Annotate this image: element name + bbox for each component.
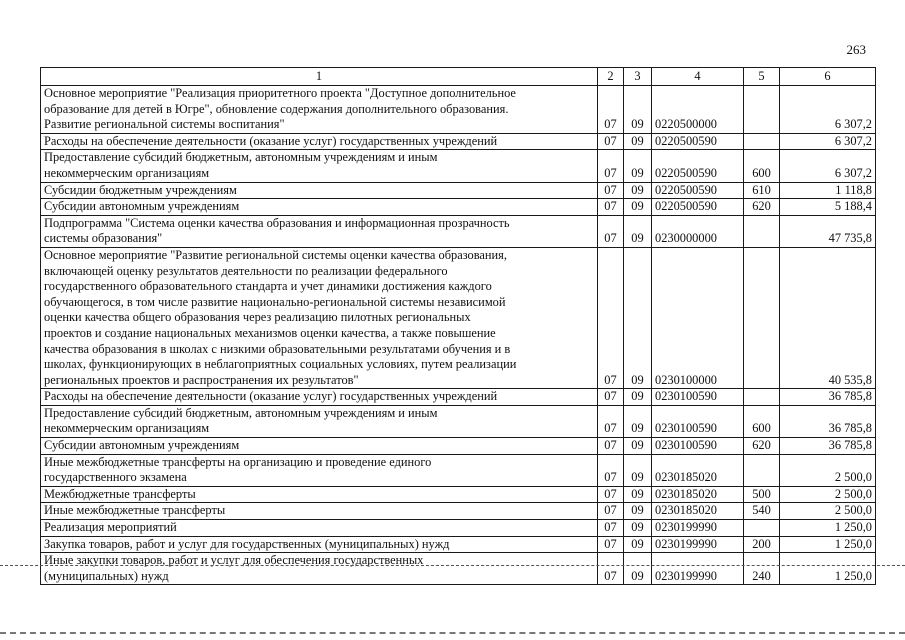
- table-row: [41, 520, 876, 537]
- table-row: [41, 486, 876, 503]
- table-row: [41, 438, 876, 455]
- cell-target-article: 0230100590: [652, 405, 744, 437]
- cell-subsection: 09: [624, 520, 652, 537]
- cell-amount: 2 500,0: [780, 486, 876, 503]
- cell-subsection: 09: [624, 150, 652, 182]
- cell-subsection: 09: [624, 86, 652, 134]
- table-row: [41, 389, 876, 406]
- cell-name: Межбюджетные трансферты: [41, 486, 598, 503]
- cell-expense-type: 620: [744, 199, 780, 216]
- cell-amount: 2 500,0: [780, 454, 876, 486]
- cell-amount: 2 500,0: [780, 503, 876, 520]
- cell-amount: 1 118,8: [780, 182, 876, 199]
- cell-amount: 1 250,0: [780, 520, 876, 537]
- cell-name: Подпрограмма "Система оценки качества образования и информационная прозрачность системы образования": [41, 215, 598, 247]
- cell-target-article: 0230100000: [652, 247, 744, 388]
- cell-amount: 5 188,4: [780, 199, 876, 216]
- cell-name: Субсидии автономным учреждениям: [41, 199, 598, 216]
- table-row: [41, 215, 876, 247]
- cell-target-article: 0230199990: [652, 536, 744, 553]
- cell-subsection: 09: [624, 454, 652, 486]
- cell-target-article: 0230000000: [652, 215, 744, 247]
- cell-section: 07: [598, 133, 624, 150]
- cell-subsection: 09: [624, 536, 652, 553]
- cell-section: 07: [598, 150, 624, 182]
- cell-amount: 47 735,8: [780, 215, 876, 247]
- cell-amount: 6 307,2: [780, 86, 876, 134]
- cell-section: 07: [598, 199, 624, 216]
- cell-name: Иные межбюджетные трансферты на организацию и проведение единого государственного экзамена: [41, 454, 598, 486]
- cell-expense-type: 200: [744, 536, 780, 553]
- cell-expense-type: [744, 247, 780, 388]
- cell-name: Иные закупки товаров, работ и услуг для обеспечения государственных (муниципальных) нужд: [41, 553, 598, 585]
- cell-section: 07: [598, 454, 624, 486]
- cell-target-article: 0230199990: [652, 553, 744, 585]
- cell-section: 07: [598, 520, 624, 537]
- cell-section: 07: [598, 503, 624, 520]
- table-row: [41, 454, 876, 486]
- cell-target-article: 0230199990: [652, 520, 744, 537]
- cell-section: 07: [598, 486, 624, 503]
- cell-subsection: 09: [624, 389, 652, 406]
- cell-amount: 1 250,0: [780, 536, 876, 553]
- table-row: [41, 86, 876, 134]
- cell-name: Расходы на обеспечение деятельности (оказание услуг) государственных учреждений: [41, 389, 598, 406]
- cell-expense-type: 610: [744, 182, 780, 199]
- cell-section: 07: [598, 215, 624, 247]
- cell-subsection: 09: [624, 503, 652, 520]
- column-header-name: 1: [41, 68, 598, 86]
- cell-expense-type: [744, 133, 780, 150]
- cell-expense-type: 540: [744, 503, 780, 520]
- cell-name: Расходы на обеспечение деятельности (оказание услуг) государственных учреждений: [41, 133, 598, 150]
- table-row: [41, 536, 876, 553]
- budget-table: [40, 67, 876, 585]
- table-row: [41, 503, 876, 520]
- cell-target-article: 0230100590: [652, 389, 744, 406]
- table-row: [41, 553, 876, 585]
- cell-expense-type: 240: [744, 553, 780, 585]
- cell-subsection: 09: [624, 438, 652, 455]
- cell-section: 07: [598, 86, 624, 134]
- cell-expense-type: [744, 520, 780, 537]
- scan-artifact-line: [0, 565, 905, 566]
- column-header-section: 2: [598, 68, 624, 86]
- cell-subsection: 09: [624, 486, 652, 503]
- cell-section: 07: [598, 438, 624, 455]
- cell-amount: 36 785,8: [780, 405, 876, 437]
- cell-subsection: 09: [624, 182, 652, 199]
- cell-target-article: 0220500590: [652, 150, 744, 182]
- cell-name: Закупка товаров, работ и услуг для государственных (муниципальных) нужд: [41, 536, 598, 553]
- cell-target-article: 0230185020: [652, 486, 744, 503]
- cell-expense-type: 600: [744, 150, 780, 182]
- cell-section: 07: [598, 405, 624, 437]
- scan-artifact-line: [0, 632, 905, 634]
- cell-section: 07: [598, 182, 624, 199]
- cell-amount: 36 785,8: [780, 389, 876, 406]
- cell-subsection: 09: [624, 405, 652, 437]
- cell-subsection: 09: [624, 215, 652, 247]
- cell-expense-type: [744, 86, 780, 134]
- table-row: [41, 247, 876, 388]
- cell-target-article: 0230185020: [652, 503, 744, 520]
- table-body: [41, 86, 876, 585]
- cell-amount: 36 785,8: [780, 438, 876, 455]
- table-row: [41, 133, 876, 150]
- table-row: [41, 182, 876, 199]
- cell-target-article: 0220500590: [652, 182, 744, 199]
- cell-amount: 6 307,2: [780, 150, 876, 182]
- cell-target-article: 0230100590: [652, 438, 744, 455]
- cell-subsection: 09: [624, 247, 652, 388]
- cell-amount: 40 535,8: [780, 247, 876, 388]
- cell-expense-type: 500: [744, 486, 780, 503]
- cell-expense-type: [744, 454, 780, 486]
- cell-name: Субсидии бюджетным учреждениям: [41, 182, 598, 199]
- cell-name: Предоставление субсидий бюджетным, автономным учреждениям и иным некоммерческим организациям: [41, 405, 598, 437]
- cell-target-article: 0220500000: [652, 86, 744, 134]
- column-header-target-article: 4: [652, 68, 744, 86]
- cell-name: Предоставление субсидий бюджетным, автономным учреждениям и иным некоммерческим организациям: [41, 150, 598, 182]
- cell-section: 07: [598, 553, 624, 585]
- cell-section: 07: [598, 247, 624, 388]
- cell-amount: 6 307,2: [780, 133, 876, 150]
- column-header-expense-type: 5: [744, 68, 780, 86]
- column-header-subsection: 3: [624, 68, 652, 86]
- column-header-amount: 6: [780, 68, 876, 86]
- cell-subsection: 09: [624, 553, 652, 585]
- cell-expense-type: 600: [744, 405, 780, 437]
- cell-amount: 1 250,0: [780, 553, 876, 585]
- cell-section: 07: [598, 536, 624, 553]
- cell-subsection: 09: [624, 133, 652, 150]
- cell-name: Реализация мероприятий: [41, 520, 598, 537]
- cell-target-article: 0220500590: [652, 199, 744, 216]
- cell-name: Основное мероприятие "Развитие региональной системы оценки качества образования, включающей оценку результатов деятельности по реализации федерального государственного образовательного стандарта и учет динамики достижения каждого обучающегося, в том числе развитие национально-региональной системы независимой оценки качества общего образования через реализацию пилотных региональных проектов и создание национальных механизмов оценки качества, а также повышение качества образования в школах с низкими образовательными результатами обучения и в школах, функционирующих в неблагоприятных социальных условиях, путем реализации региональных проектов и распространения их результатов": [41, 247, 598, 388]
- cell-expense-type: [744, 389, 780, 406]
- cell-expense-type: 620: [744, 438, 780, 455]
- table-row: [41, 199, 876, 216]
- cell-target-article: 0220500590: [652, 133, 744, 150]
- cell-expense-type: [744, 215, 780, 247]
- cell-name: Субсидии автономным учреждениям: [41, 438, 598, 455]
- cell-name: Основное мероприятие "Реализация приоритетного проекта "Доступное дополнительное образование для детей в Югре", обновление содержания дополнительного образования. Развитие региональной системы воспитания": [41, 86, 598, 134]
- table-row: [41, 150, 876, 182]
- cell-target-article: 0230185020: [652, 454, 744, 486]
- cell-name: Иные межбюджетные трансферты: [41, 503, 598, 520]
- page-number: 263: [846, 42, 866, 57]
- table-row: [41, 405, 876, 437]
- cell-subsection: 09: [624, 199, 652, 216]
- table-header-row: [41, 68, 876, 86]
- cell-section: 07: [598, 389, 624, 406]
